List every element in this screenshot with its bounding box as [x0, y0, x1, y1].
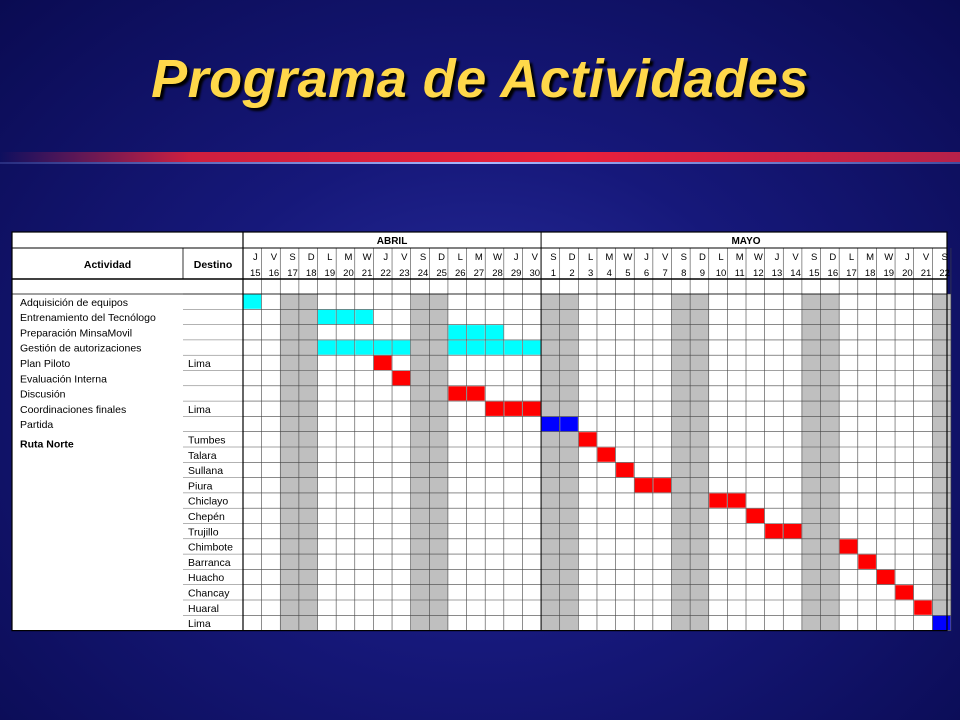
- activity-label: Partida: [20, 419, 54, 432]
- activity-label: Ruta Norte: [20, 438, 74, 451]
- schedule-bar-red: [635, 478, 653, 492]
- weekday-letter: S: [289, 252, 296, 263]
- weekday-letter: M: [474, 252, 483, 263]
- day-number: 22: [380, 268, 392, 279]
- schedule-bar-red: [374, 356, 392, 370]
- day-number: 19: [883, 268, 895, 279]
- day-number: 1: [550, 268, 557, 279]
- activity-label: Coordinaciones finales: [20, 403, 127, 416]
- weekday-letter: V: [531, 252, 538, 263]
- day-number: 29: [510, 268, 522, 279]
- weekday-letter: V: [401, 252, 408, 263]
- schedule-bar-cyan: [337, 310, 355, 324]
- schedule-bar-cyan: [244, 295, 262, 309]
- destination-label: Chepén: [188, 511, 225, 523]
- schedule-bar-cyan: [337, 340, 355, 354]
- schedule-bar-red: [896, 585, 914, 599]
- weekday-letter: L: [588, 252, 594, 263]
- schedule-bar-cyan: [318, 340, 336, 354]
- destination-label: Chiclayo: [188, 495, 229, 508]
- weekday-letter: M: [344, 252, 353, 263]
- schedule-bar-cyan: [448, 325, 466, 339]
- schedule-bar-cyan: [486, 325, 504, 339]
- destination-label: Lima: [188, 358, 211, 370]
- day-number: 5: [625, 268, 631, 279]
- month-label: ABRIL: [376, 236, 408, 247]
- destination-label: Talara: [188, 449, 217, 462]
- weekday-letter: V: [662, 252, 669, 263]
- day-number: 27: [473, 268, 485, 279]
- schedule-bar-red: [448, 386, 466, 400]
- schedule-bar-red: [616, 463, 634, 477]
- schedule-bar-red: [523, 402, 541, 416]
- schedule-bar-blue: [933, 616, 951, 630]
- day-number: 28: [492, 268, 503, 279]
- day-number: 13: [771, 268, 783, 279]
- schedule-bar-red: [579, 432, 597, 446]
- day-number: 20: [902, 268, 913, 279]
- weekday-letter: L: [718, 252, 724, 263]
- weekday-letter: J: [513, 252, 519, 263]
- day-number: 12: [753, 268, 764, 279]
- weekday-letter: W: [884, 252, 894, 263]
- weekday-letter: W: [493, 252, 502, 263]
- weekday-letter: W: [753, 252, 763, 263]
- day-number: 15: [250, 268, 261, 279]
- day-number: 23: [399, 268, 410, 279]
- day-number: 19: [324, 268, 336, 279]
- day-number: 7: [662, 268, 668, 279]
- schedule-bar-red: [914, 601, 932, 615]
- weekday-letter: J: [252, 252, 258, 263]
- schedule-bar-cyan: [374, 340, 392, 354]
- weekday-letter: M: [866, 252, 875, 263]
- weekday-letter: V: [792, 252, 799, 263]
- schedule-bar-cyan: [393, 340, 411, 354]
- day-number: 6: [643, 268, 650, 279]
- schedule-bar-red: [653, 478, 671, 492]
- schedule-bar-blue: [542, 417, 560, 431]
- activity-label: Gestión de autorizaciones: [20, 342, 142, 355]
- weekday-letter: J: [904, 252, 910, 263]
- schedule-bar-red: [747, 509, 765, 523]
- destination-label: Tumbes: [188, 434, 226, 447]
- weekday-letter: V: [270, 252, 278, 263]
- header-destination: Destino: [193, 259, 233, 271]
- day-number: 17: [287, 268, 298, 279]
- day-number: 25: [436, 268, 447, 279]
- schedule-bar-cyan: [467, 340, 485, 354]
- month-label: MAYO: [731, 236, 761, 247]
- destination-label: Trujillo: [188, 526, 219, 539]
- schedule-bar-cyan: [523, 340, 541, 354]
- weekday-letter: D: [568, 252, 576, 263]
- activity-label: Entrenamiento del Tecnólogo: [20, 312, 156, 325]
- destination-label: Chancay: [188, 587, 230, 600]
- destination-label: Lima: [188, 403, 211, 416]
- day-number: 18: [305, 268, 317, 279]
- schedule-bar-red: [728, 493, 746, 507]
- day-number: 3: [588, 268, 594, 279]
- activity-label: Preparación MinsaMovil: [20, 327, 133, 340]
- day-number: 16: [827, 268, 839, 279]
- destination-label: Chimbote: [188, 541, 233, 554]
- activity-label: Plan Piloto: [20, 358, 71, 370]
- schedule-bar-cyan: [355, 340, 373, 354]
- weekday-letter: J: [644, 252, 649, 263]
- activity-label: Evaluación Interna: [20, 373, 107, 386]
- destination-label: Huacho: [188, 572, 225, 585]
- destination-label: Piura: [188, 480, 213, 493]
- day-number: 9: [699, 268, 706, 279]
- schedule-bar-red: [504, 402, 522, 416]
- day-number: 4: [606, 268, 612, 279]
- schedule-bar-red: [784, 524, 802, 538]
- schedule-bar-red: [486, 402, 504, 416]
- day-number: 18: [864, 268, 876, 279]
- weekday-letter: S: [811, 252, 818, 263]
- day-number: 22: [939, 268, 950, 279]
- destination-label: Lima: [188, 618, 211, 631]
- schedule-bar-red: [467, 386, 485, 400]
- weekday-letter: M: [605, 252, 614, 263]
- schedule-bar-red: [393, 371, 411, 385]
- schedule-bar-cyan: [355, 310, 373, 324]
- schedule-bar-red: [858, 555, 876, 569]
- day-number: 30: [529, 268, 541, 279]
- day-number: 14: [790, 268, 801, 279]
- day-number: 11: [734, 268, 745, 279]
- day-number: 16: [268, 268, 280, 279]
- day-number: 10: [715, 268, 727, 279]
- schedule-bar-cyan: [448, 340, 466, 354]
- schedule-bar-red: [877, 570, 895, 584]
- day-number: 24: [417, 268, 429, 279]
- weekday-letter: D: [829, 252, 837, 263]
- weekday-letter: D: [307, 252, 315, 263]
- activity-label: Discusión: [20, 388, 66, 401]
- day-number: 15: [808, 268, 820, 279]
- weekday-letter: W: [623, 252, 633, 263]
- destination-label: Barranca: [188, 556, 231, 569]
- day-number: 20: [343, 268, 354, 279]
- header-activity: Actividad: [83, 259, 132, 271]
- schedule-bar-cyan: [486, 340, 504, 354]
- weekday-letter: S: [419, 252, 427, 263]
- schedule-bar-cyan: [467, 325, 485, 339]
- schedule-bar-blue: [560, 417, 578, 431]
- weekday-letter: M: [735, 252, 744, 263]
- weekday-letter: V: [922, 252, 930, 263]
- weekday-letter: S: [680, 252, 687, 263]
- schedule-bar-red: [709, 493, 727, 507]
- schedule-bar-red: [765, 524, 783, 538]
- day-number: 8: [681, 268, 687, 279]
- schedule-bar-cyan: [318, 310, 336, 324]
- activity-label: Adquisición de equipos: [20, 296, 128, 309]
- day-number: 2: [569, 268, 575, 279]
- day-number: 21: [361, 268, 373, 279]
- day-number: 17: [846, 268, 857, 279]
- day-number: 21: [920, 268, 932, 279]
- weekday-letter: D: [698, 252, 706, 263]
- slide-title: Programa de Actividades: [151, 49, 809, 109]
- weekday-letter: J: [383, 252, 389, 263]
- destination-label: Sullana: [188, 465, 224, 478]
- day-number: 26: [454, 268, 466, 279]
- weekday-letter: L: [457, 252, 463, 263]
- schedule-bar-red: [840, 539, 858, 553]
- destination-label: Huaral: [188, 602, 219, 615]
- weekday-letter: L: [327, 252, 333, 263]
- weekday-letter: S: [941, 252, 948, 263]
- weekday-letter: L: [848, 252, 855, 263]
- weekday-letter: D: [438, 252, 446, 263]
- schedule-bar-red: [597, 448, 615, 462]
- weekday-letter: W: [362, 252, 372, 263]
- weekday-letter: J: [774, 252, 780, 263]
- schedule-bar-cyan: [504, 340, 522, 354]
- weekday-letter: S: [550, 252, 557, 263]
